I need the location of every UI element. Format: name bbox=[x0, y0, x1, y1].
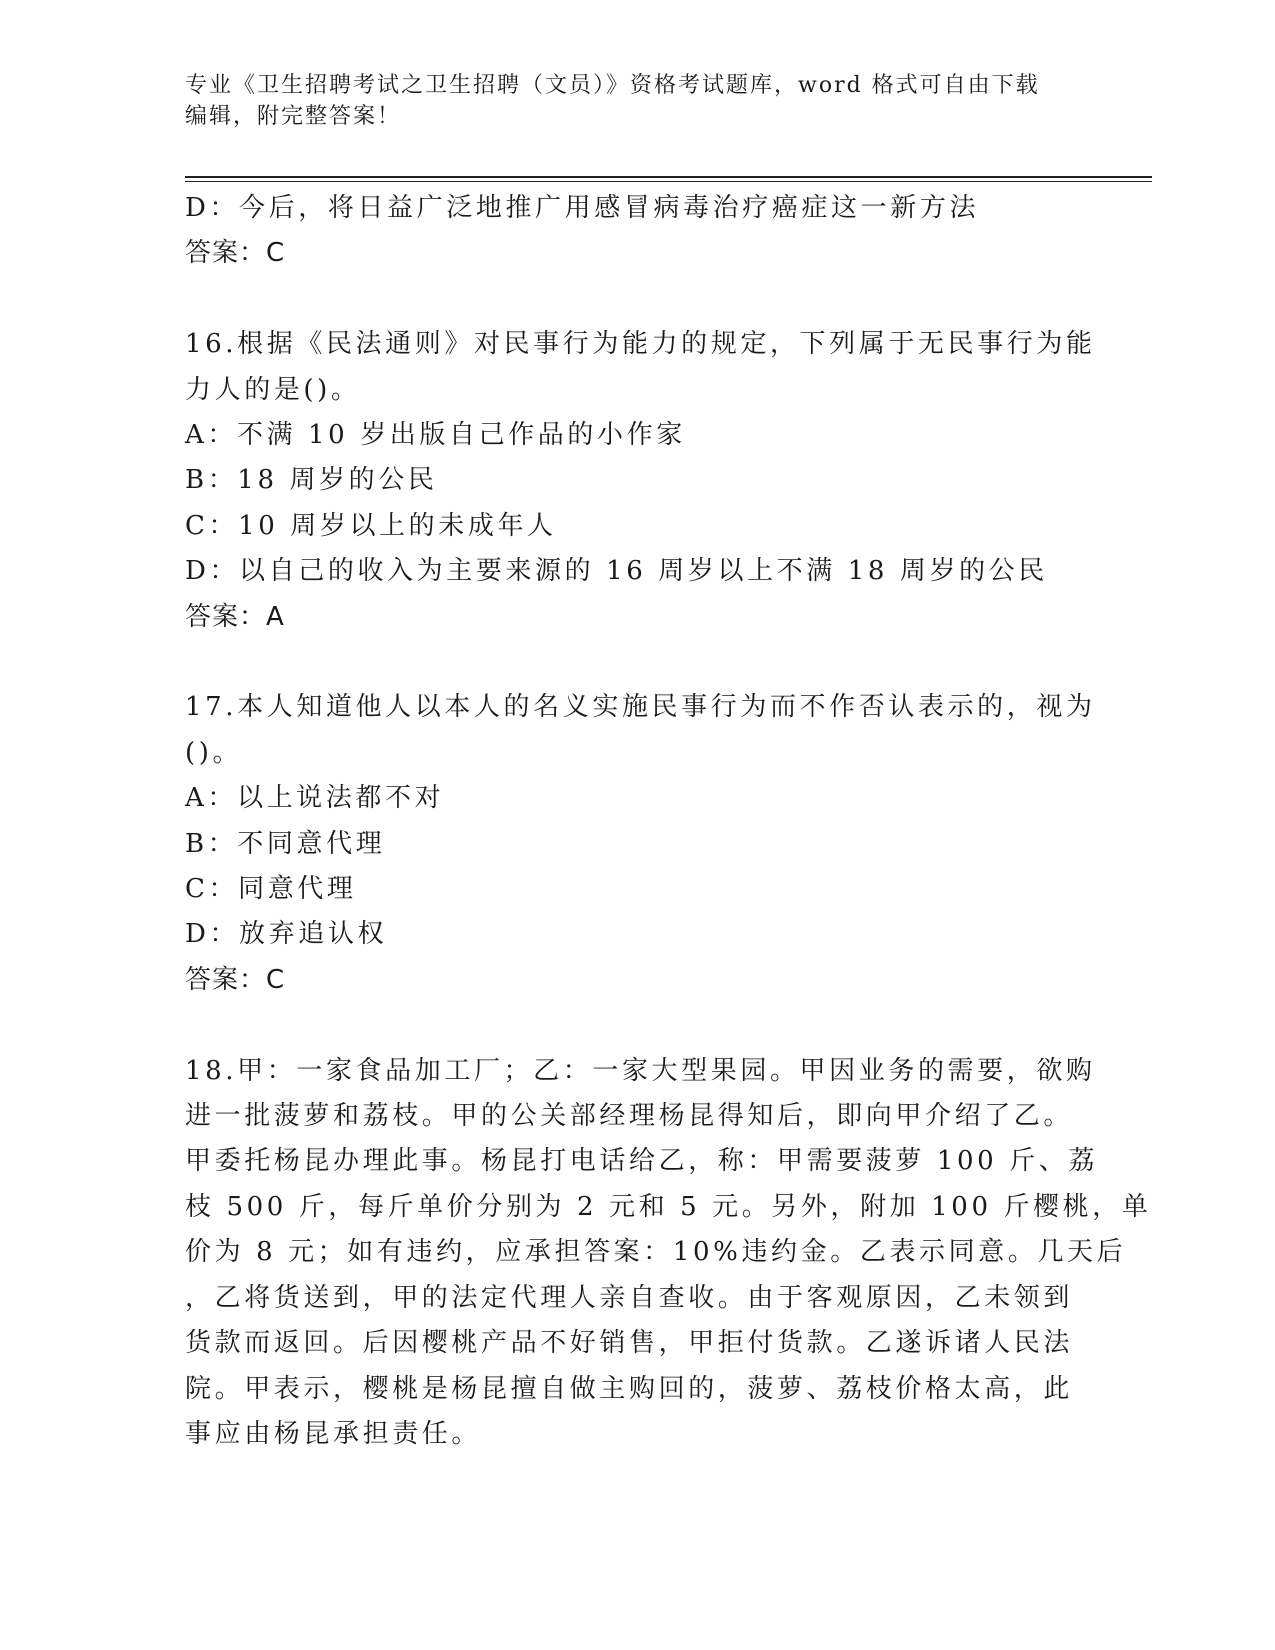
q18-line-1: 18.甲：一家食品加工厂；乙：一家大型果园。甲因业务的需要，欲购 bbox=[185, 1055, 1096, 1086]
spacer bbox=[185, 1003, 1065, 1048]
q16-answer: 答案：A bbox=[185, 601, 285, 632]
question-content bbox=[185, 186, 1152, 1457]
q16-option-c: C：10 周岁以上的未成年人 bbox=[185, 510, 557, 541]
q16-stem-line-2: 力人的是()。 bbox=[185, 374, 361, 405]
q17-option-b: B：不同意代理 bbox=[185, 828, 386, 859]
q17-option-a: A：以上说法都不对 bbox=[185, 783, 445, 814]
q18-line-6: ，乙将货送到，甲的法定代理人亲自查收。由于客观原因，乙未领到 bbox=[185, 1282, 1074, 1313]
q18-line-2: 进一批菠萝和荔枝。甲的公关部经理杨昆得知后，即向甲介绍了乙。 bbox=[185, 1101, 1074, 1132]
q17-option-c: C：同意代理 bbox=[185, 874, 357, 905]
q18-line-7: 货款而返回。后因樱桃产品不好销售，甲拒付货款。乙遂诉诸人民法 bbox=[185, 1328, 1074, 1359]
q17-stem-line-1: 17.本人知道他人以本人的名义实施民事行为而不作否认表示的，视为 bbox=[185, 692, 1096, 723]
q18-line-3: 甲委托杨昆办理此事。杨昆打电话给乙，称：甲需要菠萝 100 斤、荔 bbox=[185, 1146, 1098, 1177]
header-line-1: 专业《卫生招聘考试之卫生招聘（文员）》资格考试题库，word 格式可自由下载 bbox=[185, 73, 1040, 98]
q16-stem-line-1: 16.根据《民法通则》对民事行为能力的规定，下列属于无民事行为能 bbox=[185, 329, 1096, 360]
page-header bbox=[185, 70, 1065, 132]
header-divider bbox=[185, 176, 1152, 182]
spacer bbox=[185, 277, 1065, 322]
header-line-2: 编辑，附完整答案！ bbox=[185, 104, 402, 129]
q17-answer: 答案：C bbox=[185, 964, 286, 995]
q17-stem-line-2: ()。 bbox=[185, 737, 243, 768]
q15-option-d: D：今后，将日益广泛地推广用感冒病毒治疗癌症这一新方法 bbox=[185, 193, 980, 223]
q17-option-d: D：放弃追认权 bbox=[185, 919, 388, 950]
q16-option-b: B：18 周岁的公民 bbox=[185, 465, 438, 496]
spacer bbox=[185, 640, 1065, 685]
q16-option-d: D：以自己的收入为主要来源的 16 周岁以上不满 18 周岁的公民 bbox=[185, 556, 1048, 587]
q18-line-5: 价为 8 元；如有违约，应承担答案：10%违约金。乙表示同意。几天后 bbox=[185, 1237, 1127, 1268]
q15-answer: 答案：C bbox=[185, 238, 286, 269]
q18-line-9: 事应由杨昆承担责任。 bbox=[185, 1418, 482, 1449]
q16-option-a: A：不满 10 岁出版自己作品的小作家 bbox=[185, 420, 686, 451]
q18-line-4: 枝 500 斤，每斤单价分别为 2 元和 5 元。另外，附加 100 斤樱桃，单 bbox=[185, 1191, 1152, 1222]
q18-line-8: 院。甲表示，樱桃是杨昆擅自做主购回的，菠萝、荔枝价格太高，此 bbox=[185, 1373, 1074, 1404]
